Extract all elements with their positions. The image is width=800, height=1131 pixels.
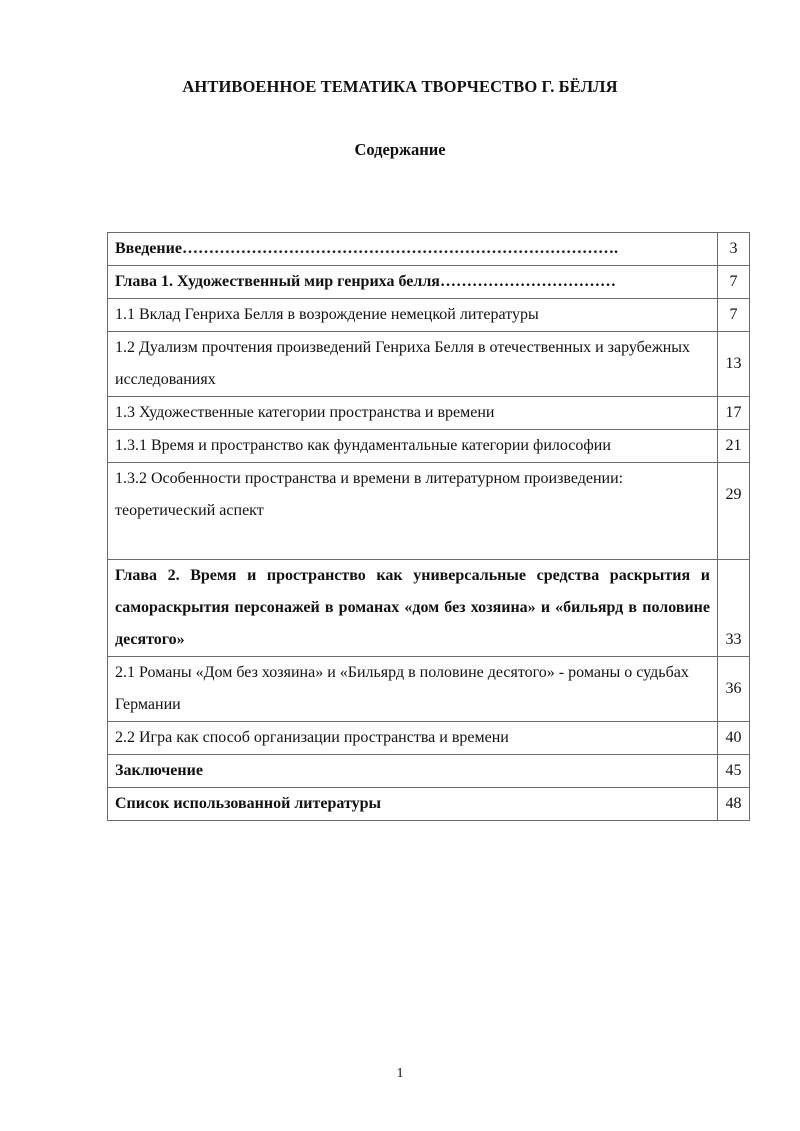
- page-number: 1: [396, 1066, 404, 1081]
- toc-row: [108, 397, 750, 430]
- toc-row: [108, 233, 750, 266]
- toc-entry-text: 2.2 Игра как способ организации пространства и времени: [108, 722, 718, 755]
- toc-entry-page: 36: [718, 657, 750, 722]
- contents-heading: Содержание: [354, 140, 446, 159]
- toc-row: [108, 722, 750, 755]
- toc-row: [108, 560, 750, 657]
- toc-row: [108, 788, 750, 821]
- toc-entry-text: 1.3.2 Особенности пространства и времени в литературном произведении: теоретический аспект: [108, 463, 718, 560]
- toc-entry-page: 40: [718, 722, 750, 755]
- toc-row: [108, 657, 750, 722]
- toc-entry-text: 2.1 Романы «Дом без хозяина» и «Бильярд в половине десятого» - романы о судьбах Германии: [108, 657, 718, 722]
- toc-entry-page: 29: [718, 463, 750, 560]
- toc-entry-text: 1.2 Дуализм прочтения произведений Генриха Белля в отечественных и зарубежных исследованиях: [108, 332, 718, 397]
- toc-entry-page: 48: [718, 788, 750, 821]
- toc-row: [108, 266, 750, 299]
- toc-entry-page: 3: [718, 233, 750, 266]
- toc-row: [108, 299, 750, 332]
- toc-entry-page: 13: [718, 332, 750, 397]
- toc-entry-page: 7: [718, 299, 750, 332]
- toc-entry-text: 1.1 Вклад Генриха Белля в возрождение немецкой литературы: [108, 299, 718, 332]
- toc-entry-text: 1.3.1 Время и пространство как фундаментальные категории философии: [108, 430, 718, 463]
- toc-row: [108, 463, 750, 560]
- toc-entry-page: 17: [718, 397, 750, 430]
- table-of-contents: [107, 232, 750, 821]
- toc-entry-page: 45: [718, 755, 750, 788]
- toc-entry-page: 33: [718, 560, 750, 657]
- toc-entry-page: 21: [718, 430, 750, 463]
- toc-entry-text: Глава 1. Художественный мир генриха белля……………………………: [108, 266, 718, 299]
- toc-entry-text: Список использованной литературы: [108, 788, 718, 821]
- toc-row: [108, 332, 750, 397]
- toc-entry-page: 7: [718, 266, 750, 299]
- toc-entry-text: 1.3 Художественные категории пространства и времени: [108, 397, 718, 430]
- document-title: АНТИВОЕННОЕ ТЕМАТИКА ТВОРЧЕСТВО Г. БЁЛЛЯ: [182, 77, 618, 96]
- toc-entry-text: Глава 2. Время и пространство как универсальные средства раскрытия и самораскрытия персонажей в романах «дом без хозяина» и «бильярд в половине десятого»: [108, 560, 718, 657]
- toc-entry-text: Введение……………………………………………………………………….: [108, 233, 718, 266]
- toc-row: [108, 755, 750, 788]
- toc-row: [108, 430, 750, 463]
- toc-entry-text: Заключение: [108, 755, 718, 788]
